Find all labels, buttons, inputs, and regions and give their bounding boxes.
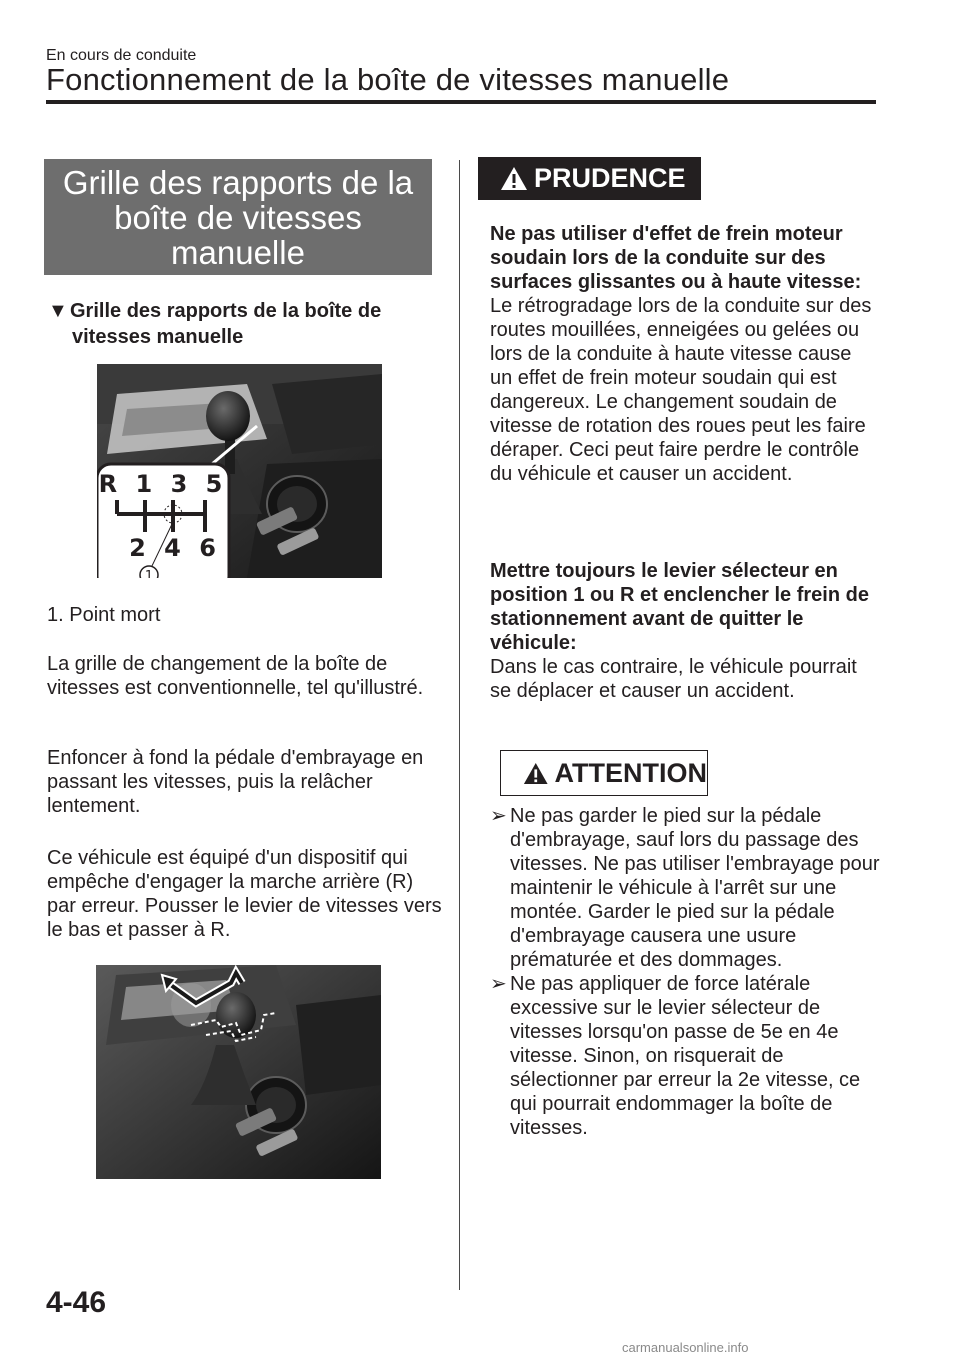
triangle-down-icon: ▼ <box>48 300 68 322</box>
chevron-right-icon: ➢ <box>490 805 507 827</box>
chevron-right-icon: ➢ <box>490 973 507 995</box>
caution-body-1: Le rétrogradage lors de la conduite sur des routes mouillées, enneigées ou gelées ou lors de la conduite à haute vitesse cause un effet de frein moteur soudain qui est dangereux. Le changement soudain de vitesse de rotation des roues peut les faire déraper. Ceci peut faire perdre le contrôle du véhicule et causer un accident. <box>490 295 872 485</box>
reverse-shift-photo <box>96 965 381 1179</box>
shift-bottom-labels: 2 4 6 <box>129 534 221 562</box>
callout-number: 1 <box>144 569 154 584</box>
attention-item-1: Ne pas garder le pied sur la pédale d'embrayage, sauf lors du passage des vitesses. Ne pas utiliser l'embrayage pour maintenir le véhicule à l'arrêt sur une montée. Garder le pied sur la pédale d'embrayage causera une usure prématurée et des dommages. <box>510 805 880 971</box>
caution-heading-1: Ne pas utiliser d'effet de frein moteur soudain lors de la conduite sur des surfaces glissantes ou à haute vitesse: <box>490 223 862 293</box>
caution-badge <box>478 157 701 200</box>
header-rule <box>46 100 876 104</box>
shift-top-labels: R 1 3 5 <box>98 470 228 498</box>
subheading-line2: vitesses manuelle <box>72 326 244 348</box>
section-title-box <box>44 159 432 275</box>
column-divider <box>459 160 460 1290</box>
caution-label: PRUDENCE <box>534 163 686 193</box>
paragraph-3: Ce véhicule est équipé d'un dispositif qui empêche d'engager la marche arrière (R) par erreur. Pousser le levier de vitesses vers le bas et passer à R. <box>47 847 442 941</box>
list-item <box>490 804 880 972</box>
chapter-label: En cours de conduite <box>46 47 197 64</box>
subheading-line1: Grille des rapports de la boîte de <box>70 300 382 322</box>
subheading <box>48 298 428 350</box>
paragraph-2: Enfoncer à fond la pédale d'embrayage en passant les vitesses, puis la relâcher lentement. <box>47 747 424 817</box>
shift-pattern-diagram <box>97 462 233 584</box>
reverse-push-figure <box>96 965 381 1179</box>
page-number: 4-46 <box>46 1286 107 1319</box>
shift-pattern-figure <box>97 364 382 584</box>
warning-icon <box>523 761 549 786</box>
attention-badge <box>500 750 708 796</box>
attention-label: ATTENTION <box>554 757 707 788</box>
caution-heading-2: Mettre toujours le levier sélecteur en position 1 ou R et enclencher le frein de stationnement avant de quitter le véhicule: <box>490 560 869 654</box>
watermark: carmanualsonline.info <box>622 1340 749 1355</box>
paragraph-1: La grille de changement de la boîte de vitesses est conventionnelle, tel qu'illustré. <box>47 653 424 699</box>
attention-list <box>490 804 880 1140</box>
caution-body-2: Dans le cas contraire, le véhicule pourrait se déplacer et causer un accident. <box>490 656 857 702</box>
section-title: Grille des rapports de la boîte de vitesses manuelle <box>62 163 414 271</box>
warning-icon <box>500 166 528 191</box>
figure-caption: 1. Point mort <box>47 604 161 626</box>
page-title: Fonctionnement de la boîte de vitesses manuelle <box>46 62 730 97</box>
attention-item-2: Ne pas appliquer de force latérale excessive sur le levier sélecteur de vitesses lorsqu'on passe de 5e en 4e vitesse. Sinon, on risquerait de sélectionner par erreur la 2e vitesse, ce qui pourrait endommager la boîte de vitesses. <box>510 973 861 1139</box>
list-item <box>490 972 880 1140</box>
